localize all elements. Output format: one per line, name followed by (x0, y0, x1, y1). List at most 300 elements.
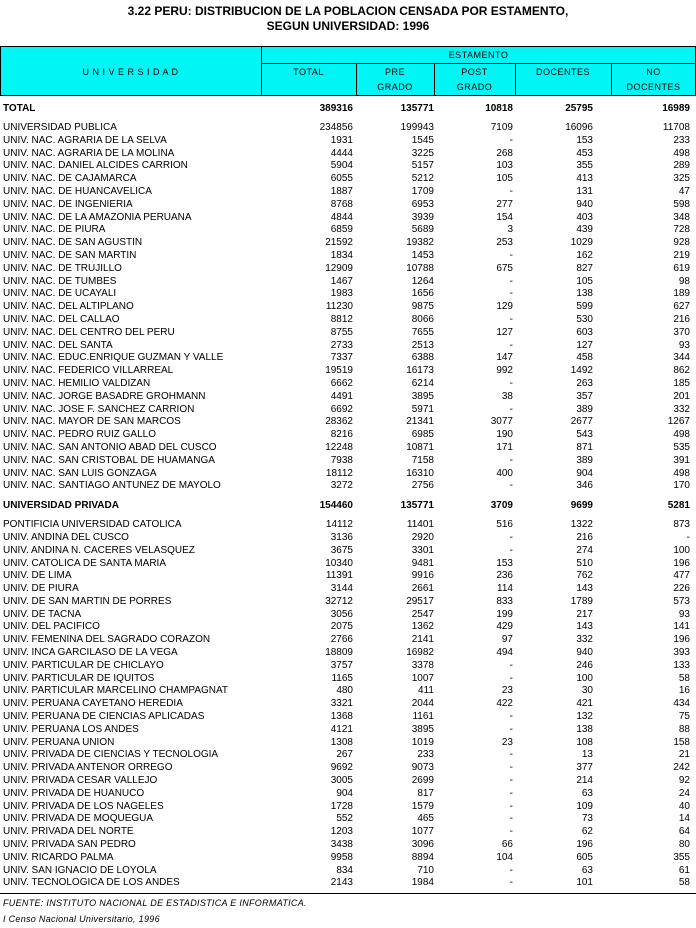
table-row-subtotal (0, 96, 696, 122)
row-value: 217 (576, 608, 593, 620)
row-value: 19382 (406, 237, 434, 249)
row-value: 904 (336, 787, 353, 799)
row-value: 234856 (319, 122, 353, 133)
row-value: 29517 (406, 595, 434, 607)
row-value: - (509, 313, 513, 325)
row-value: 834 (336, 864, 353, 876)
row-value: 97 (501, 634, 513, 646)
row-value: 189 (673, 288, 690, 300)
row-value: 411 (418, 685, 434, 697)
row-value: 494 (496, 647, 513, 659)
table-row (0, 480, 696, 493)
row-value: 23 (501, 685, 513, 697)
row-value: 132 (576, 711, 593, 723)
header-universidad: U N I V E R S I D A D (82, 67, 179, 77)
row-value: 1308 (330, 736, 353, 748)
row-university-name: UNIV. NAC. HEMILIO VALDIZAN (3, 377, 151, 389)
row-value: 263 (576, 377, 593, 389)
row-value: - (509, 403, 513, 415)
row-value: 47 (678, 185, 690, 197)
row-value: 573 (673, 595, 690, 607)
row-value: 498 (673, 429, 690, 441)
row-value: 1203 (330, 826, 353, 838)
row-value: 268 (496, 147, 513, 159)
row-value: 63 (581, 787, 593, 799)
table-row (0, 583, 696, 596)
row-university-name: UNIV. NAC. SAN LUIS GONZAGA (3, 467, 157, 479)
table-row (0, 788, 696, 801)
row-university-name: UNIV. NAC. DE CAJAMARCA (3, 173, 137, 185)
table-row (0, 327, 696, 340)
row-value: 3378 (411, 659, 434, 671)
row-value: 370 (673, 326, 690, 338)
table-row (0, 135, 696, 148)
row-value: 13 (581, 749, 593, 761)
row-value: 274 (576, 544, 593, 556)
row-university-name: UNIV. NAC. DE TRUJILLO (3, 262, 122, 274)
row-value: 153 (576, 134, 593, 146)
row-value: - (509, 275, 513, 287)
row-value: 355 (576, 160, 593, 172)
row-university-name: UNIV. PRIVADA CESAR VALLEJO (3, 775, 158, 787)
row-university-name: UNIV. PRIVADA SAN PEDRO (3, 839, 136, 851)
row-value: 429 (496, 621, 513, 633)
row-university-name: UNIV. PARTICULAR DE CHICLAYO (3, 659, 164, 671)
row-value: - (509, 775, 513, 787)
row-value: 530 (576, 313, 593, 325)
row-value: 535 (673, 441, 690, 453)
row-value: 393 (673, 647, 690, 659)
row-value: 16173 (406, 365, 434, 377)
row-value: 603 (576, 326, 593, 338)
row-value: 9481 (411, 557, 434, 569)
table-row (0, 160, 696, 173)
table-header (0, 46, 696, 96)
row-value: 5689 (411, 224, 434, 236)
row-value: 3056 (330, 608, 353, 620)
table-row (0, 634, 696, 647)
table-row (0, 839, 696, 852)
row-value: 4844 (330, 211, 353, 223)
table-row (0, 852, 696, 865)
row-value: 141 (673, 621, 690, 633)
row-value: 1368 (330, 711, 353, 723)
row-value: 391 (673, 454, 690, 466)
row-university-name: UNIV. PERUANA UNION (3, 736, 115, 748)
row-value: 14112 (325, 519, 353, 531)
footer-note: I Censo Nacional Universitario, 1996 (3, 914, 160, 924)
table-row (0, 301, 696, 314)
row-value: 24 (678, 787, 690, 799)
header-post-line2: GRADO (456, 82, 493, 92)
table-row (0, 224, 696, 237)
row-value: - (509, 749, 513, 761)
table-row (0, 724, 696, 737)
header-no-docentes-line2: DOCENTES (626, 82, 681, 92)
row-value: 93 (678, 339, 690, 351)
row-value: 9692 (330, 762, 353, 774)
row-university-name: UNIV. PARTICULAR MARCELINO CHAMPAGNAT (3, 685, 229, 697)
row-value: 2513 (411, 339, 434, 351)
row-value: 1007 (411, 672, 434, 684)
row-value: 8066 (411, 313, 434, 325)
row-value: 332 (673, 403, 690, 415)
row-value: 9958 (330, 851, 353, 863)
row-value: 88 (678, 723, 690, 735)
row-value: 5212 (411, 173, 434, 185)
row-value: 154 (496, 211, 513, 223)
row-value: 216 (673, 313, 690, 325)
row-university-name: UNIV. NAC. DE PIURA (3, 224, 106, 236)
row-value: 196 (673, 557, 690, 569)
row-university-name: UNIV. PRIVADA DEL NORTE (3, 826, 134, 838)
table-row (0, 647, 696, 660)
row-value: 5904 (330, 160, 353, 172)
row-value: 8894 (411, 851, 434, 863)
row-university-name: UNIV. PRIVADA DE MOQUEGUA (3, 813, 154, 825)
row-value: 3438 (330, 839, 353, 851)
table-row (0, 813, 696, 826)
row-value: 348 (673, 211, 690, 223)
row-value: 216 (576, 531, 593, 543)
row-value: 1984 (411, 877, 434, 889)
row-value: 73 (581, 813, 593, 825)
row-value: 403 (576, 211, 593, 223)
row-value: 16982 (406, 647, 434, 659)
row-value: 992 (496, 365, 513, 377)
row-value: 1264 (411, 275, 434, 287)
row-value: 2143 (330, 877, 353, 889)
row-value: 543 (576, 429, 593, 441)
row-value: 1789 (570, 595, 593, 607)
row-value: - (509, 787, 513, 799)
row-value: 7158 (411, 454, 434, 466)
row-value: 143 (576, 583, 593, 595)
row-value: 2733 (330, 339, 353, 351)
row-value: 6859 (330, 224, 353, 236)
row-value: 199943 (400, 122, 434, 133)
row-value: 3675 (330, 544, 353, 556)
row-university-name: UNIV. DEL PACIFICO (3, 621, 100, 633)
row-value: 3757 (330, 659, 353, 671)
row-value: 465 (417, 813, 434, 825)
row-value: 201 (673, 390, 690, 402)
row-value: 928 (673, 237, 690, 249)
row-value: 6055 (330, 173, 353, 185)
row-university-name: UNIV. PARTICULAR DE IQUITOS (3, 672, 155, 684)
row-value: 289 (673, 160, 690, 172)
row-value: 32712 (325, 595, 353, 607)
row-value: 3939 (411, 211, 434, 223)
row-value: 11391 (325, 570, 353, 582)
row-value: 10340 (325, 557, 353, 569)
row-value: 242 (673, 762, 690, 774)
row-value: 400 (496, 467, 513, 479)
row-value: 1931 (330, 134, 353, 146)
row-value: 599 (576, 301, 593, 313)
row-value: 16989 (662, 103, 690, 114)
row-value: 7655 (411, 326, 434, 338)
row-value: 6985 (411, 429, 434, 441)
row-value: 16310 (406, 467, 434, 479)
row-value: 18112 (325, 467, 353, 479)
row-university-name: UNIV. PERUANA CAYETANO HEREDIA (3, 698, 183, 710)
row-value: - (509, 877, 513, 889)
row-value: 133 (673, 659, 690, 671)
row-value: 8755 (330, 326, 353, 338)
row-value: 277 (496, 198, 513, 210)
row-value: 226 (673, 583, 690, 595)
row-value: 196 (576, 839, 593, 851)
row-value: 7337 (330, 352, 353, 364)
table-row (0, 532, 696, 545)
row-university-name: UNIV. ANDINA N. CACERES VELASQUEZ (3, 544, 195, 556)
row-value: - (509, 249, 513, 261)
row-value: 131 (576, 185, 593, 197)
row-value: 16 (678, 685, 690, 697)
header-docentes: DOCENTES (535, 67, 590, 77)
header-pre-line1: PRE (384, 67, 405, 77)
row-university-name: UNIV. NAC. DE SAN MARTIN (3, 249, 137, 261)
header-post-line1: POST (461, 67, 488, 77)
row-value: 1492 (570, 365, 593, 377)
header-pre-line2: GRADO (377, 82, 413, 92)
row-value: 1322 (570, 519, 593, 531)
table-row (0, 660, 696, 673)
row-value: 103 (496, 160, 513, 172)
table-row (0, 340, 696, 353)
row-value: 100 (673, 544, 690, 556)
table-row (0, 711, 696, 724)
row-value: 6214 (411, 377, 434, 389)
row-value: 325 (673, 173, 690, 185)
row-value: - (509, 659, 513, 671)
row-university-name: UNIV. NAC. JOSE F. SANCHEZ CARRION (3, 403, 195, 415)
table-body (0, 96, 696, 890)
row-university-name: UNIV. PERUANA LOS ANDES (3, 723, 139, 735)
row-value: 8812 (330, 313, 353, 325)
row-value: 627 (673, 301, 690, 313)
table-row (0, 416, 696, 429)
row-value: 4444 (330, 147, 353, 159)
header-no-docentes-line1: NO (646, 67, 661, 77)
row-university-name: UNIV. PRIVADA DE CIENCIAS Y TECNOLOGIA (3, 749, 219, 761)
row-value: 2699 (411, 775, 434, 787)
row-value: 199 (496, 608, 513, 620)
table-row (0, 801, 696, 814)
row-value: 12909 (325, 262, 353, 274)
row-value: 2766 (330, 634, 353, 646)
row-value: - (686, 531, 690, 543)
row-value: 58 (678, 672, 690, 684)
row-value: 5157 (411, 160, 434, 172)
row-value: 108 (576, 736, 593, 748)
row-university-name: UNIV. NAC. DE SAN AGUSTIN (3, 237, 143, 249)
row-university-name: UNIV. NAC. DE HUANCAVELICA (3, 185, 152, 197)
row-value: 6388 (411, 352, 434, 364)
table-row (0, 468, 696, 481)
table-row (0, 122, 696, 135)
row-value: 1545 (411, 134, 434, 146)
row-university-name: UNIV. PRIVADA DE HUANUCO (3, 787, 145, 799)
row-value: 40 (678, 800, 690, 812)
row-value: - (509, 339, 513, 351)
row-value: 62 (581, 826, 593, 838)
row-value: 9875 (411, 301, 434, 313)
row-value: 12248 (325, 441, 353, 453)
row-value: 2661 (411, 583, 434, 595)
table-row (0, 737, 696, 750)
row-value: 510 (576, 557, 593, 569)
row-university-name: UNIV. SAN IGNACIO DE LOYOLA (3, 864, 157, 876)
row-value: 267 (336, 749, 353, 761)
table-row (0, 186, 696, 199)
row-university-name: UNIV. NAC. DE LA AMAZONIA PERUANA (3, 211, 192, 223)
row-value: 233 (417, 749, 434, 761)
row-university-name: UNIV. NAC. AGRARIA DE LA SELVA (3, 134, 167, 146)
row-value: 38 (501, 390, 513, 402)
table-row (0, 378, 696, 391)
row-university-name: UNIV. NAC. DEL CENTRO DEL PERU (3, 326, 175, 338)
row-value: 135771 (400, 500, 434, 512)
row-university-name: UNIV. RICARDO PALMA (3, 851, 114, 863)
row-value: - (509, 544, 513, 556)
row-value: 236 (496, 570, 513, 582)
row-value: 109 (576, 800, 593, 812)
row-value: 98 (678, 275, 690, 287)
row-value: 61 (678, 864, 690, 876)
table-row (0, 442, 696, 455)
table-row (0, 365, 696, 378)
row-value: 833 (496, 595, 513, 607)
table-row (0, 237, 696, 250)
row-value: 3 (507, 224, 513, 236)
row-value: - (509, 813, 513, 825)
row-value: 18809 (325, 647, 353, 659)
row-value: 8216 (330, 429, 353, 441)
table-row (0, 545, 696, 558)
row-value: 3272 (330, 480, 353, 492)
row-value: 11230 (325, 301, 353, 313)
table-row (0, 698, 696, 711)
row-value: 2677 (570, 416, 593, 428)
row-value: 11401 (406, 519, 434, 531)
row-value: 1029 (570, 237, 593, 249)
row-value: 1077 (411, 826, 434, 838)
row-university-name: UNIV. NAC. DE TUMBES (3, 275, 117, 287)
row-university-name: UNIV. DE LIMA (3, 570, 72, 582)
row-value: 219 (673, 249, 690, 261)
table-row (0, 199, 696, 212)
row-value: 413 (576, 173, 593, 185)
row-value: 3136 (330, 531, 353, 543)
row-value: 10871 (406, 441, 434, 453)
row-university-name: UNIV. PRIVADA DE LOS NAGELES (3, 800, 164, 812)
row-value: 1165 (331, 672, 353, 684)
row-value: 1467 (330, 275, 353, 287)
row-value: 3895 (411, 390, 434, 402)
row-value: 598 (673, 198, 690, 210)
row-value: 1579 (411, 800, 434, 812)
row-value: - (509, 711, 513, 723)
row-value: 63 (581, 864, 593, 876)
row-value: 233 (673, 134, 690, 146)
row-value: 3225 (411, 147, 434, 159)
table-row (0, 877, 696, 890)
table-row (0, 685, 696, 698)
row-value: 3077 (490, 416, 513, 428)
row-value: - (509, 454, 513, 466)
row-value: 66 (501, 839, 513, 851)
row-university-name: UNIV. DE SAN MARTIN DE PORRES (3, 595, 172, 607)
table-row (0, 762, 696, 775)
row-value: - (509, 531, 513, 543)
row-university-name: UNIV. NAC. DEL ALTIPLANO (3, 301, 134, 313)
table-row (0, 404, 696, 417)
row-value: 6692 (330, 403, 353, 415)
row-value: 5281 (667, 500, 690, 512)
row-value: 104 (496, 851, 513, 863)
row-university-name: UNIV. NAC. FEDERICO VILLARREAL (3, 365, 174, 377)
table-row (0, 826, 696, 839)
row-value: 138 (576, 723, 593, 735)
row-value: 3144 (330, 583, 353, 595)
table-row (0, 865, 696, 878)
row-university-name: UNIV. TECNOLOGICA DE LOS ANDES (3, 877, 180, 889)
row-value: 3096 (411, 839, 434, 851)
row-value: 127 (496, 326, 513, 338)
row-value: 105 (496, 173, 513, 185)
row-value: 9699 (570, 500, 593, 512)
row-university-name: UNIV. NAC. SAN CRISTOBAL DE HUAMANGA (3, 454, 215, 466)
row-value: 2044 (411, 698, 434, 710)
header-estamento: ESTAMENTO (448, 50, 509, 60)
row-value: - (509, 800, 513, 812)
row-value: 21 (678, 749, 690, 761)
row-value: 377 (576, 762, 593, 774)
row-value: - (509, 377, 513, 389)
row-value: 21341 (406, 416, 434, 428)
row-university-name: UNIV. NAC. MAYOR DE SAN MARCOS (3, 416, 181, 428)
row-value: 154460 (319, 500, 353, 512)
row-university-name: UNIV. NAC. SANTIAGO ANTUNEZ DE MAYOLO (3, 480, 221, 492)
table-row (0, 148, 696, 161)
row-university-name: UNIV. DE TACNA (3, 608, 82, 620)
row-value: 28362 (325, 416, 353, 428)
row-value: 619 (673, 262, 690, 274)
row-value: 64 (678, 826, 690, 838)
row-value: 421 (576, 698, 593, 710)
row-value: 2920 (411, 531, 434, 543)
row-value: 3709 (490, 500, 513, 512)
row-value: 357 (576, 390, 593, 402)
row-value: - (509, 864, 513, 876)
row-value: - (509, 826, 513, 838)
row-value: 1362 (411, 621, 434, 633)
row-value: 389 (576, 403, 593, 415)
row-value: 10818 (485, 103, 513, 114)
row-value: 2141 (411, 634, 434, 646)
row-value: 14 (678, 813, 690, 825)
row-university-name: UNIV. NAC. AGRARIA DE LA MOLINA (3, 147, 175, 159)
table-row (0, 621, 696, 634)
table-title-line-1: 3.22 PERU: DISTRIBUCION DE LA POBLACION CENSADA POR ESTAMENTO, (127, 4, 569, 18)
table-row (0, 609, 696, 622)
row-value: 11708 (662, 122, 690, 133)
row-university-name: UNIV. ANDINA DEL CUSCO (3, 531, 129, 543)
row-value: 3005 (330, 775, 353, 787)
table-row (0, 250, 696, 263)
